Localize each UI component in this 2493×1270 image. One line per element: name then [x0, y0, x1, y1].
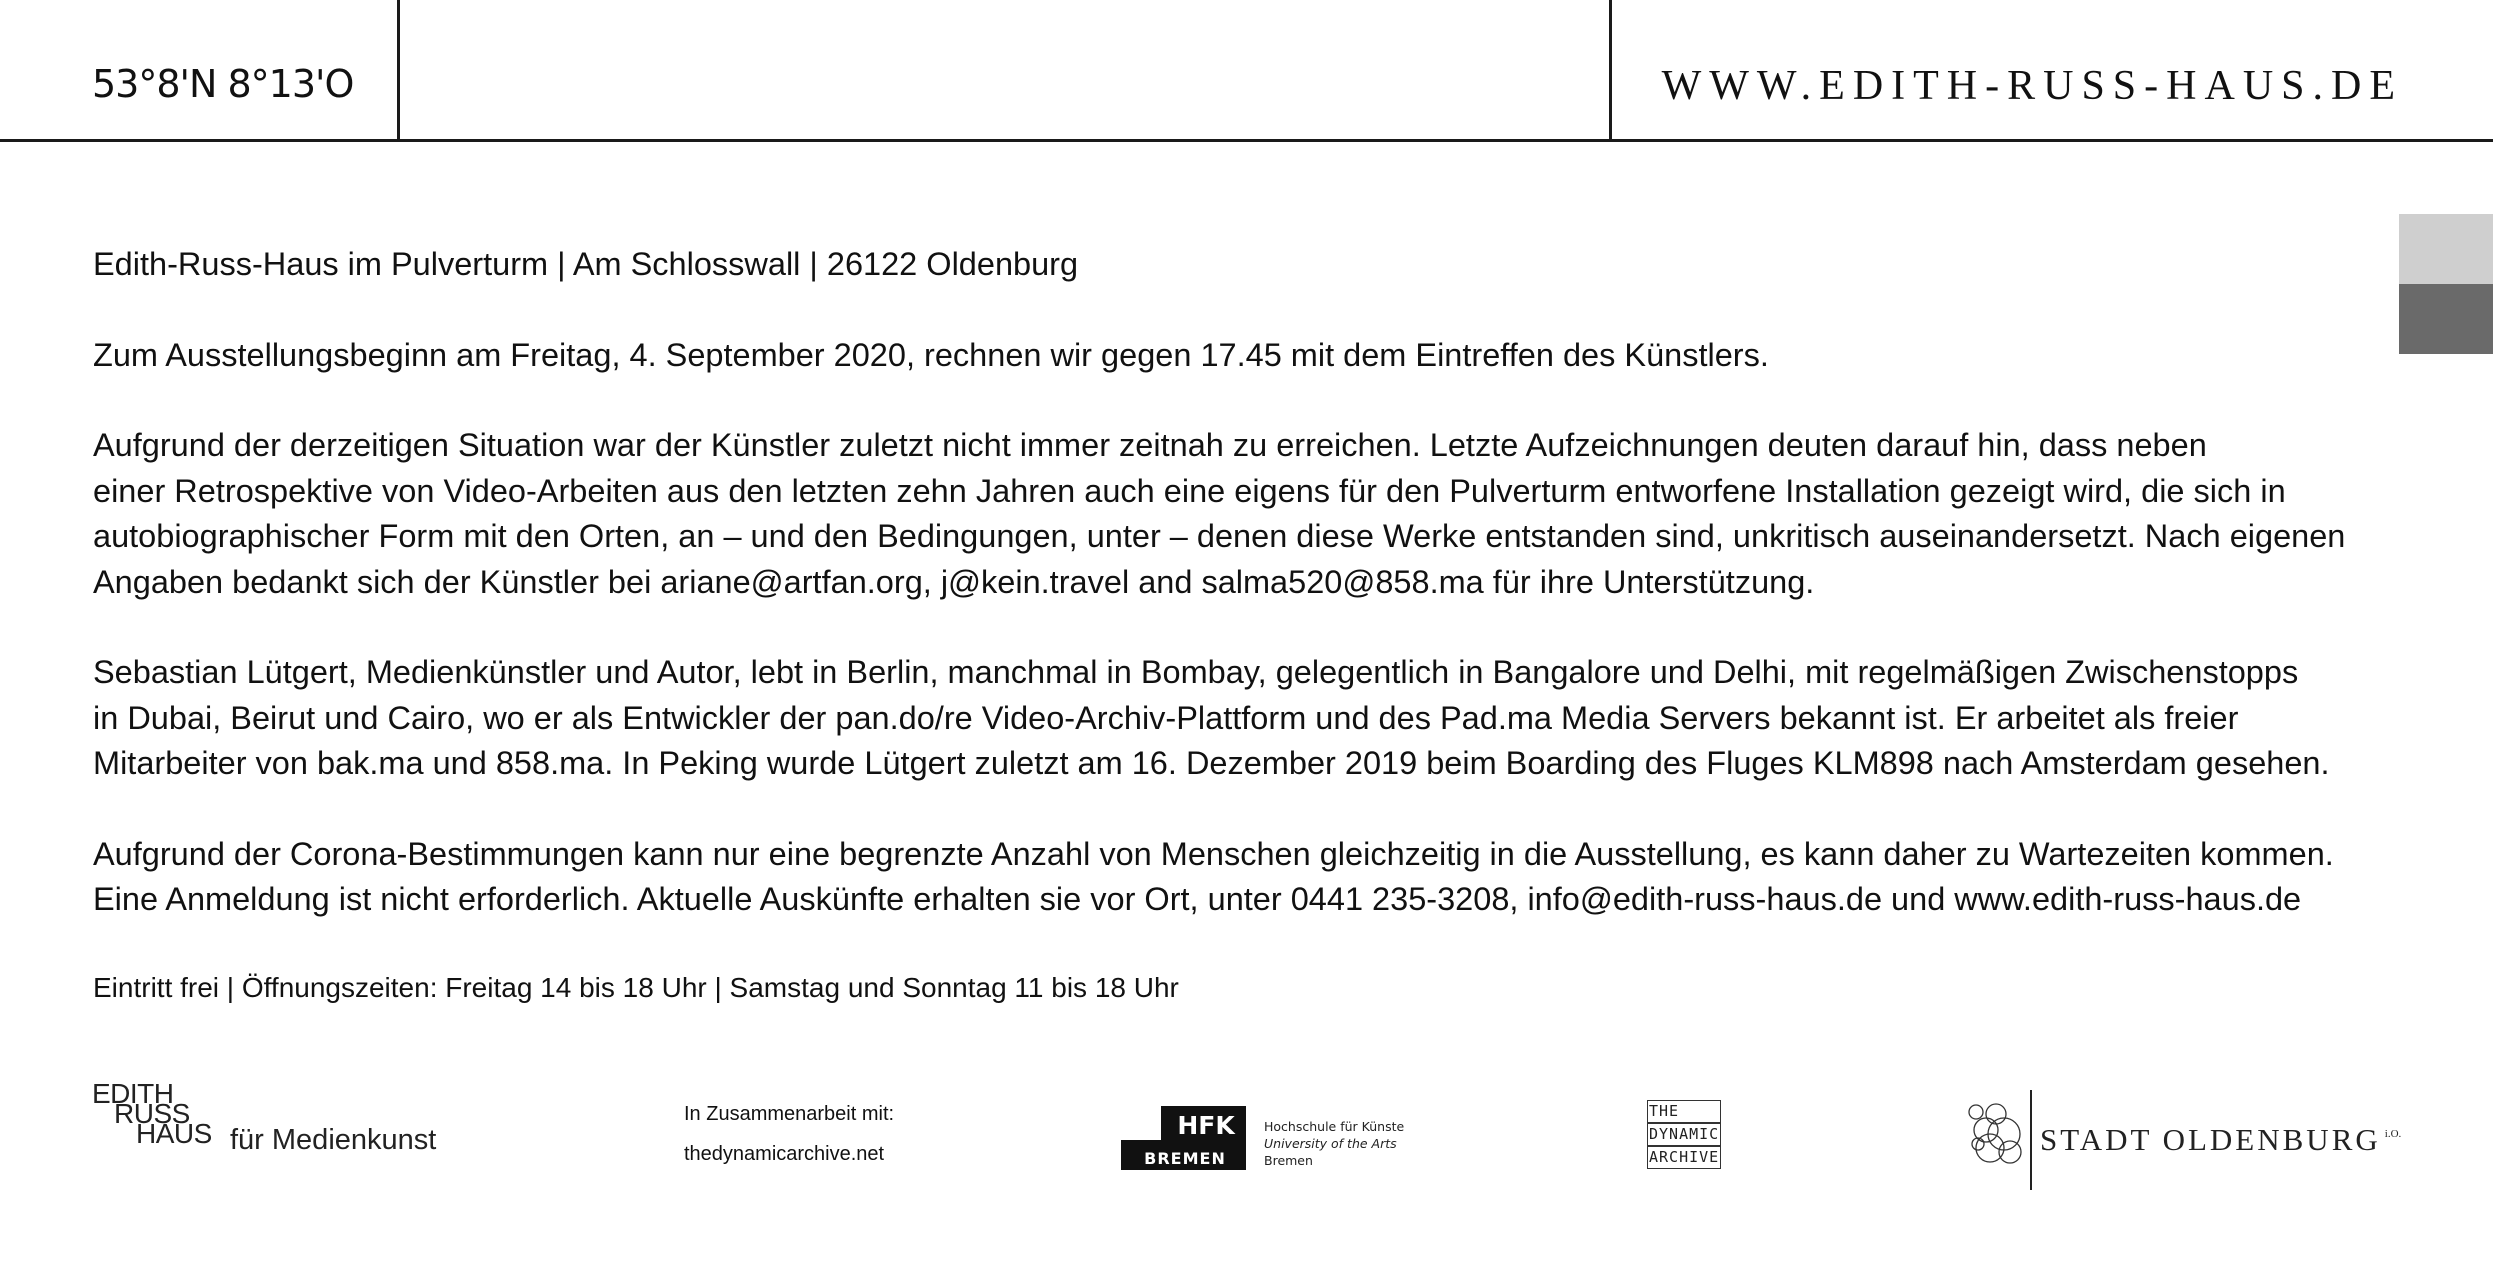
collaboration-label: In Zusammenarbeit mit: — [684, 1103, 895, 1125]
oldenburg-divider — [2030, 1090, 2032, 1190]
side-tab-light[interactable] — [2399, 214, 2493, 284]
oldenburg-name: STADT OLDENBURG — [2040, 1122, 2381, 1157]
erh-logo-line1: EDITH — [92, 1078, 174, 1109]
opening-text: Zum Ausstellungsbeginn am Freitag, 4. September 2020, rechnen wir gegen 17.45 mit dem Eintreffen des Künstlers. — [93, 336, 1769, 373]
corona-text: Aufgrund der Corona-Bestimmungen kann nur eine begrenzte Anzahl von Menschen gleichzeitig in die Ausstellung, es kann daher zu Wartezeiten kommen. Eine Anmeldung ist nicht erforderlich. Aktuelle Auskünfte erhalten sie vor Ort, unter 0441 235-3208, info@edith-russ-haus.de und www.edith-russ-haus.de — [93, 835, 2334, 917]
side-tab-dark[interactable] — [2399, 284, 2493, 354]
situation-text: Aufgrund der derzeitigen Situation war der Künstler zuletzt nicht immer zeitnah zu erreichen. Letzte Aufzeichnungen deuten darauf hin, dass neben einer Retrospektive von Video-Arbeiten aus den letzten zehn Jahren auch eine eigens für den Pulverturm entworfene Installation gezeigt wird, die sich in autobiographischer Form mit den Orten, an – und den Bedingungen, unter – denen diese Werke entstanden sind, unkritisch auseinandersetzt. Nach eigenen Angaben bedankt sich der Künstler bei ariane@artfan.org, j@kein.travel and salma520@858.ma für ihre Unterstützung. — [93, 427, 2346, 600]
tda-line2: DYNAMIC — [1647, 1123, 1721, 1146]
address-text: Edith-Russ-Haus im Pulverturm | Am Schlosswall | 26122 Oldenburg — [93, 246, 1079, 282]
main-content — [93, 242, 2393, 1053]
hfk-badge-top: HFK — [1177, 1111, 1235, 1140]
opening-hours-text: Eintritt frei | Öffnungszeiten: Freitag 14 bis 18 Uhr | Samstag und Sonntag 11 bis 18 Uhr — [93, 971, 1179, 1003]
oldenburg-circles-icon — [1966, 1100, 2028, 1170]
erh-logo-suffix: für Medienkunst — [230, 1124, 437, 1156]
tda-line3: ARCHIVE — [1647, 1146, 1721, 1169]
dynamic-archive-logo[interactable] — [1647, 1100, 1721, 1169]
header-bar — [0, 0, 2493, 142]
hfk-line3: Bremen — [1264, 1153, 1313, 1168]
stadt-oldenburg-logo[interactable] — [2040, 1122, 2401, 1158]
hfk-text — [1264, 1118, 1404, 1169]
hfk-line1: Hochschule für Künste — [1264, 1119, 1405, 1134]
site-url-link[interactable]: WWW.EDITH-RUSS-HAUS.DE — [1661, 63, 2403, 109]
coordinates: 53°8'N 8°13'O — [92, 62, 354, 106]
hfk-line2: University of the Arts — [1264, 1136, 1397, 1151]
tda-line1: THE — [1647, 1100, 1721, 1123]
oldenburg-suffix: i.O. — [2384, 1128, 2402, 1140]
hfk-badge-bottom: BREMEN — [1144, 1149, 1226, 1168]
erh-logo-line2: RUSS — [114, 1098, 190, 1129]
header-divider-right — [1609, 0, 1612, 142]
artist-bio-text: Sebastian Lütgert, Medienkünstler und Autor, lebt in Berlin, manchmal in Bombay, gelegentlich in Bangalore und Delhi, mit regelmäßigen Zwischenstopps in Dubai, Beirut und Cairo, wo er als Entwickler der pan.do/re Video-Archiv-Plattform und des Pad.ma Media Servers bekannt ist. Er arbeitet als freier Mitarbeiter von bak.ma und 858.ma. In Peking wurde Lütgert zuletzt am 16. Dezember 2019 beim Boarding des Fluges KLM898 nach Amsterdam gesehen. — [93, 654, 2330, 781]
collaboration-block — [684, 1094, 894, 1174]
edith-russ-haus-logo[interactable] — [92, 1078, 437, 1156]
erh-logo-line3: HAUS — [136, 1118, 212, 1149]
collaboration-link[interactable]: thedynamicarchive.net — [684, 1143, 885, 1165]
header-divider-left — [397, 0, 400, 142]
